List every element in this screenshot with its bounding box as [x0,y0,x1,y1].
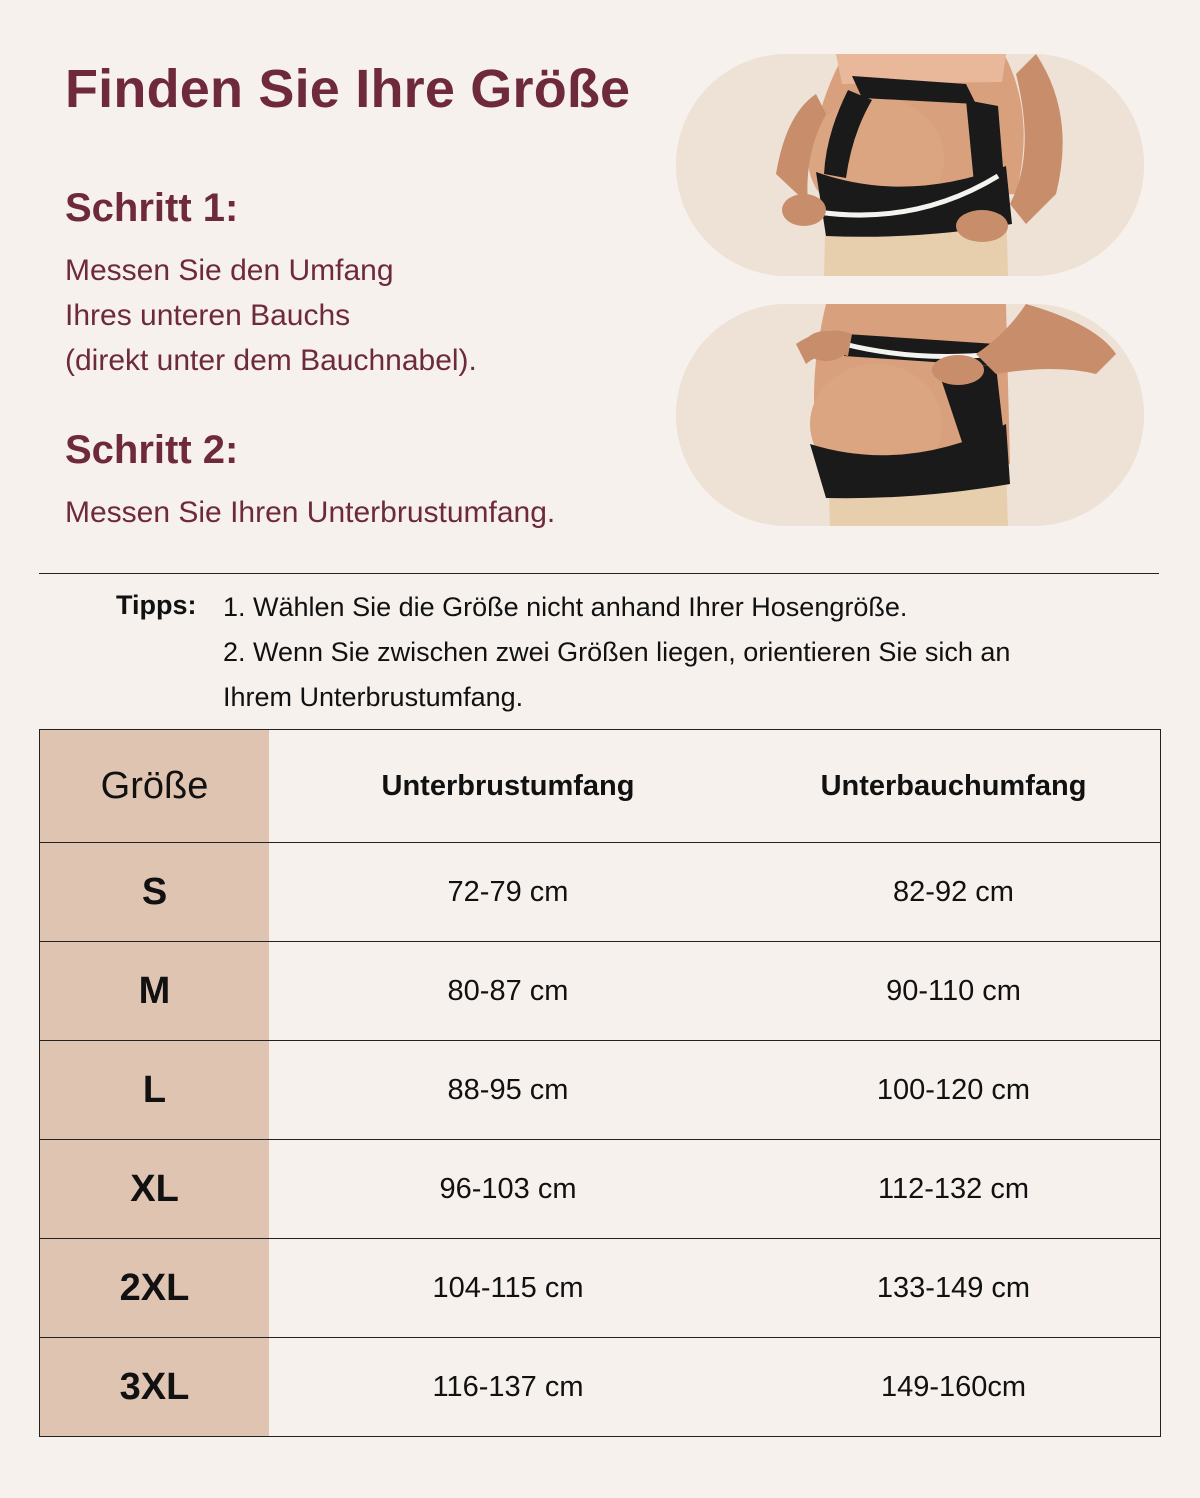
tip-line: Ihrem Unterbrustumfang. [223,682,524,712]
divider [39,573,1159,574]
header-underbust: Unterbrustumfang [269,730,747,843]
step1-line: Messen Sie den Umfang [65,254,394,287]
lower-belly-cell: 82-92 cm [747,843,1161,942]
lower-belly-cell: 133-149 cm [747,1239,1161,1338]
underbust-cell: 88-95 cm [269,1041,747,1140]
step1-title: Schritt 1: [65,186,239,230]
step2-title: Schritt 2: [65,428,239,472]
size-cell: 2XL [40,1239,270,1338]
size-cell: 3XL [40,1338,270,1437]
size-chart-table [39,729,1161,1437]
size-cell: XL [40,1140,270,1239]
lower-belly-cell: 90-110 cm [747,942,1161,1041]
size-cell: L [40,1041,270,1140]
tip-line: 1. Wählen Sie die Größe nicht anhand Ihrer Hosengröße. [223,592,908,622]
photo-measure-lower-belly [676,54,1144,276]
lower-belly-cell: 112-132 cm [747,1140,1161,1239]
table-row [40,1338,1161,1437]
table-row [40,1239,1161,1338]
step2-line: Messen Sie Ihren Unterbrustumfang. [65,496,556,529]
underbust-cell: 72-79 cm [269,843,747,942]
photo-measure-underbust [676,304,1144,526]
size-cell: M [40,942,270,1041]
underbust-cell: 80-87 cm [269,942,747,1041]
table-row [40,1140,1161,1239]
table-header-row [40,730,1161,843]
lower-belly-cell: 149-160cm [747,1338,1161,1437]
tips-list [223,585,1123,720]
header-size: Größe [40,730,270,843]
tip-line: 2. Wenn Sie zwischen zwei Größen liegen, orientieren Sie sich an [223,637,1011,667]
underbust-cell: 104-115 cm [269,1239,747,1338]
underbust-cell: 96-103 cm [269,1140,747,1239]
table-row [40,942,1161,1041]
step1-line: (direkt unter dem Bauchnabel). [65,344,477,377]
page-title: Finden Sie Ihre Größe [65,59,631,119]
step1-line: Ihres unteren Bauchs [65,299,351,332]
step2-instructions [65,490,665,535]
lower-belly-cell: 100-120 cm [747,1041,1161,1140]
table-row [40,1041,1161,1140]
table-row [40,843,1161,942]
step1-instructions [65,248,665,383]
header-lower-belly: Unterbauchumfang [747,730,1161,843]
underbust-cell: 116-137 cm [269,1338,747,1437]
tips-label: Tipps: [116,590,197,620]
size-cell: S [40,843,270,942]
